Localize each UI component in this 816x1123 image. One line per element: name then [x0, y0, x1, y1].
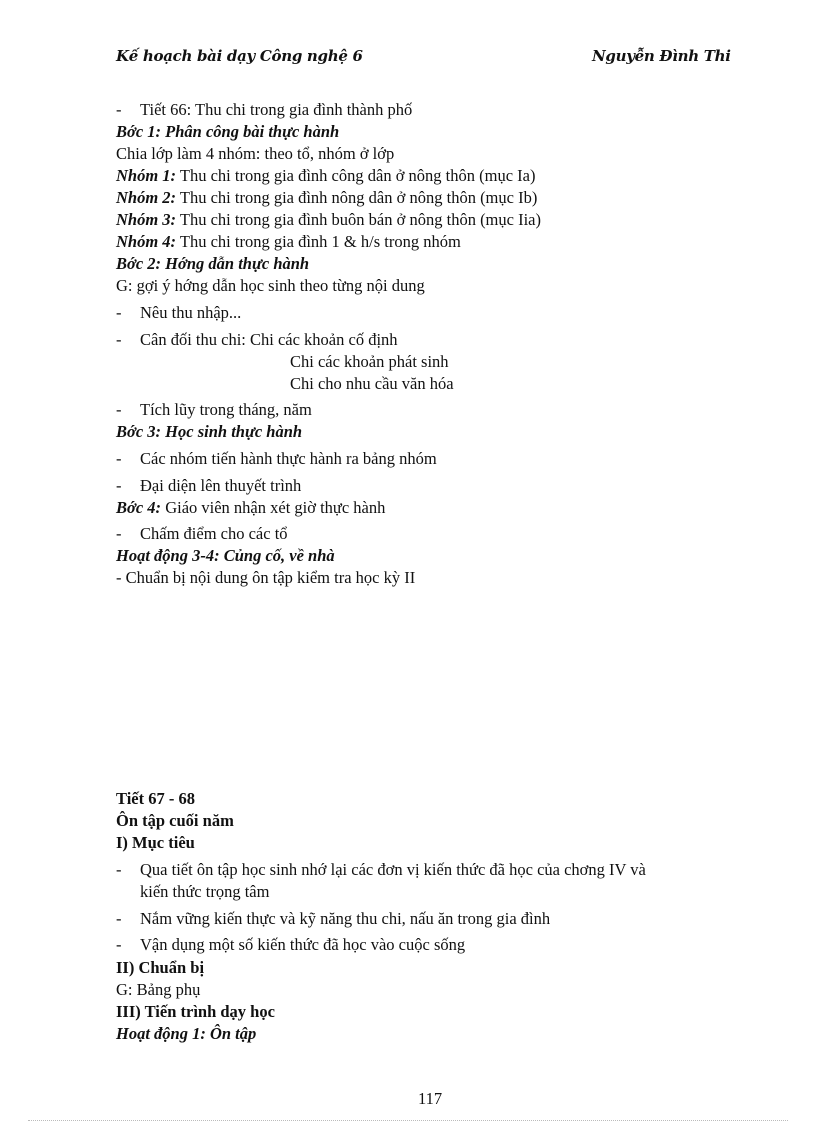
- bullet-line: [116, 303, 241, 323]
- dash: -: [116, 449, 122, 468]
- dash: -: [116, 330, 122, 349]
- bullet-text: Tích lũy trong tháng, năm: [140, 400, 312, 419]
- activity-3-4-heading: Hoạt động 3-4: Củng cố, về nhà: [116, 546, 335, 565]
- page-number: 117: [418, 1089, 443, 1108]
- step-2-heading: Bớc 2: Hớng dẫn thực hành: [116, 254, 310, 273]
- bullet-text: Vận dụng một số kiến thức đã học vào cuộc sống: [140, 935, 466, 954]
- header-author: Nguyễn Đình Thi: [592, 47, 731, 65]
- bullet-line: [116, 524, 288, 544]
- dash: -: [116, 860, 122, 879]
- dash: -: [116, 303, 122, 322]
- lesson-subtitle: Ôn tập cuối năm: [116, 811, 234, 830]
- text-line: G: Bảng phụ: [116, 980, 201, 999]
- lesson-66-line: Tiết 66: Thu chi trong gia đình thành phố: [140, 100, 413, 119]
- sub-item: Chi cho nhu cầu văn hóa: [290, 374, 454, 393]
- bullet-text: Chấm điểm cho các tổ: [140, 524, 288, 543]
- bullet-continuation: kiến thức trọng tâm: [140, 882, 270, 901]
- dash: -: [116, 400, 122, 419]
- text-line: G: gợi ý hớng dẫn học sinh theo từng nội dung: [116, 276, 425, 295]
- group-4-line: [116, 232, 461, 252]
- dash: -: [116, 476, 122, 495]
- dash: -: [116, 909, 122, 928]
- group-text: Thu chi trong gia đình buôn bán ở nông thôn (mục Iia): [176, 210, 541, 229]
- bullet-line: [116, 935, 465, 955]
- bullet-line: [116, 400, 312, 420]
- heading-preparation: II) Chuẩn bị: [116, 958, 205, 977]
- bullet-text: Đại diện lên thuyết trình: [140, 476, 302, 495]
- bullet-text: Các nhóm tiến hành thực hành ra bảng nhóm: [140, 449, 437, 468]
- group-label: Nhóm 3:: [116, 210, 177, 229]
- footer-divider: [28, 1120, 788, 1121]
- group-text: Thu chi trong gia đình 1 & h/s trong nhóm: [176, 232, 461, 251]
- lesson-title: Tiết 67 - 68: [116, 789, 195, 808]
- text-line: - Chuẩn bị nội dung ôn tập kiểm tra học kỳ II: [116, 568, 416, 587]
- dash: -: [116, 935, 122, 954]
- sub-item: Chi các khoản phát sinh: [290, 352, 449, 371]
- heading-process: III) Tiến trình dạy học: [116, 1002, 275, 1021]
- activity-1-heading: Hoạt động 1: Ôn tập: [116, 1024, 257, 1043]
- bullet-line: [116, 449, 437, 469]
- bullet-line: [116, 476, 301, 496]
- group-text: Thu chi trong gia đình nông dân ở nông thôn (mục Ib): [176, 188, 538, 207]
- header-left-title: Kế hoạch bài dạy Công nghệ 6: [116, 47, 363, 65]
- step-4-text: Giáo viên nhận xét giờ thực hành: [161, 498, 386, 517]
- step-1-heading: Bớc 1: Phân công bài thực hành: [116, 122, 340, 141]
- group-text: Thu chi trong gia đình công dân ở nông thôn (mục Ia): [176, 166, 536, 185]
- group-2-line: [116, 188, 537, 208]
- group-1-line: [116, 166, 535, 186]
- bullet-line: [116, 100, 412, 120]
- bullet-text: Cân đối thu chi: Chi các khoản cố định: [140, 330, 398, 349]
- bullet-line: [116, 909, 550, 929]
- bullet-line: [116, 330, 398, 350]
- dash: -: [116, 100, 122, 119]
- bullet-text: Qua tiết ôn tập học sinh nhớ lại các đơn vị kiến thức đã học của chơng IV và: [140, 860, 646, 879]
- group-3-line: [116, 210, 541, 230]
- group-label: Nhóm 4:: [116, 232, 177, 251]
- heading-objectives: I) Mục tiêu: [116, 833, 195, 852]
- bullet-text: Nắm vững kiến thực và kỹ năng thu chi, nấu ăn trong gia đình: [140, 909, 551, 928]
- step-4-label: Bớc 4:: [116, 498, 162, 517]
- dash: -: [116, 524, 122, 543]
- step-3-heading: Bớc 3: Học sinh thực hành: [116, 422, 303, 441]
- bullet-line: [116, 860, 646, 880]
- bullet-text: Nêu thu nhập...: [140, 303, 242, 322]
- step-4-line: [116, 498, 385, 518]
- text-line: Chia lớp làm 4 nhóm: theo tổ, nhóm ở lớp: [116, 144, 395, 163]
- group-label: Nhóm 1:: [116, 166, 177, 185]
- group-label: Nhóm 2:: [116, 188, 177, 207]
